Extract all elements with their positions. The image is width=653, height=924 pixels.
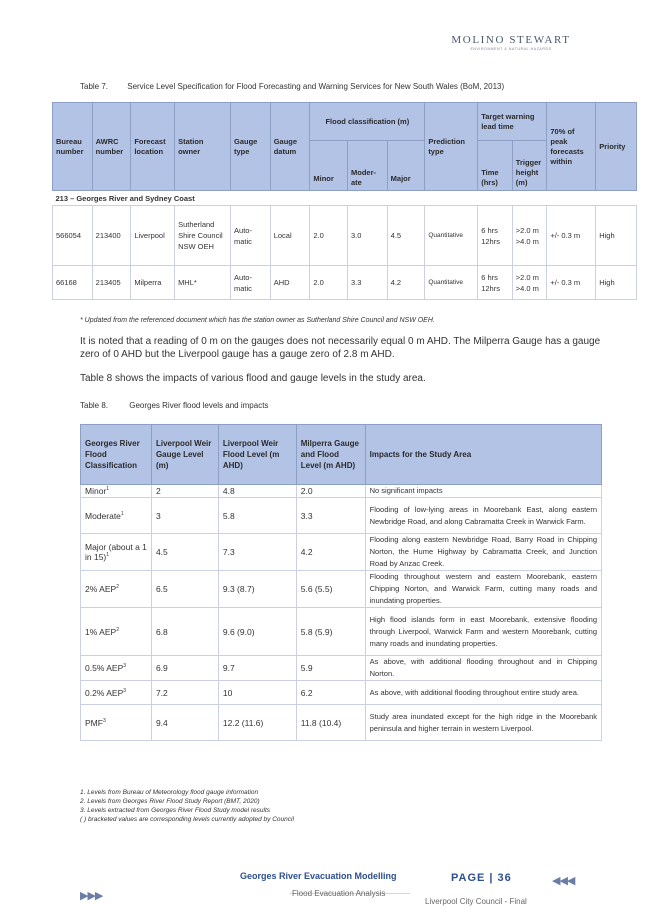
arrow-left-icon: ◀◀◀ [552, 875, 575, 887]
table-row [81, 571, 602, 608]
header-major: Major [387, 141, 425, 191]
trigger-long: >4.0 m [515, 283, 539, 293]
table7-caption [80, 82, 504, 91]
table-row [81, 534, 602, 571]
header-peak-forecasts: 70% of peak forecasts within [547, 103, 596, 191]
cell-classification [81, 485, 152, 498]
classification-label: 2% AEP [85, 584, 117, 594]
table-row [81, 705, 602, 741]
cell-bureau: 566054 [53, 206, 93, 266]
note-item: ( ) bracketed values are corresponding levels currently adopted by Council [80, 816, 294, 823]
cell-datum: Local [270, 206, 310, 266]
arrow-right-icon: ▶▶▶ [80, 890, 103, 902]
table8-caption-text: Georges River flood levels and impacts [129, 401, 269, 410]
cell-time [478, 206, 513, 266]
cell-owner: Sutherland Shire Council NSW OEH [175, 206, 231, 266]
cell-major: 4.2 [387, 266, 425, 300]
cell-bureau: 66168 [53, 266, 93, 300]
cell-type: Auto-matic [231, 206, 271, 266]
cell-priority: High [596, 206, 637, 266]
cell-moderate: 3.0 [348, 206, 388, 266]
time-long: 12hrs [481, 283, 500, 293]
cell-milperra: 5.9 [296, 656, 365, 681]
body-paragraph: It is noted that a reading of 0 m on the gauges does not necessarily equal 0 m AHD. The Milperra Gauge has a gauge zero of 0 AHD but the Liverpool gauge has a gauge zero of 2.8 m AHD. [80, 336, 601, 360]
cell-milperra: 4.2 [296, 534, 365, 571]
header-trigger-height: Trigger height (m) [512, 141, 547, 191]
cell-datum: AHD [270, 266, 310, 300]
header-awrc: AWRC number [92, 103, 131, 191]
footnote-ref: 3 [102, 717, 106, 724]
cell-gauge-level: 6.9 [151, 656, 218, 681]
cell-prediction: Quantitative [425, 206, 478, 266]
table-row [53, 206, 637, 266]
cell-classification [81, 498, 152, 534]
cell-impact: Flooding of low-lying areas in Moorebank East, along eastern Newbridge Road, and along Cabramatta Creek in Warwick Farm. [365, 498, 601, 534]
classification-label: 0.2% AEP [85, 687, 124, 698]
cell-flood-level: 5.8 [218, 498, 296, 534]
cell-peak: +/- 0.3 m [547, 206, 596, 266]
cell-moderate: 3.3 [348, 266, 388, 300]
trigger-short: >2.0 m [515, 225, 539, 235]
cell-location: Liverpool [131, 206, 175, 266]
cell-impact: Flooding along eastern Newbridge Road, Barry Road in Chipping Norton, the Hume Highway by Cabramatta Creek, and Junction Road by Anzac Creek. [365, 534, 601, 571]
header-priority: Priority [596, 103, 637, 191]
cell-awrc: 213405 [92, 266, 131, 300]
cell-gauge-level: 9.4 [151, 705, 218, 741]
time-long: 12hrs [481, 236, 500, 246]
cell-trigger [512, 206, 547, 266]
classification-label: Major (about a 1 in 15) [85, 542, 147, 562]
cell-impact: Study area inundated except for the high ridge in the Moorebank peninsula and higher terrain in western Liverpool. [365, 705, 601, 741]
header-moderate: Moder-ate [348, 141, 388, 191]
trigger-short: >2.0 m [515, 272, 539, 282]
cell-impact: Flooding throughout western and eastern Moorebank, eastern Chipping Norton, and Warwick Farm, cutting many roads and inundating properties. [365, 571, 601, 608]
table-row [81, 656, 602, 681]
table-row [81, 681, 602, 705]
cell-type: Auto-matic [231, 266, 271, 300]
cell-milperra: 11.8 (10.4) [296, 705, 365, 741]
footnote-ref: 3 [123, 687, 127, 694]
cell-flood-level: 4.8 [218, 485, 296, 498]
table8-caption-number: Table 8. [80, 401, 109, 410]
footnote-ref: 3 [123, 663, 127, 670]
time-short: 6 hrs [481, 272, 498, 282]
cell-flood-level: 9.6 (9.0) [218, 608, 296, 656]
table-row [81, 485, 602, 498]
flood-levels-body [81, 485, 602, 741]
header-time: Time (hrs) [478, 141, 513, 191]
classification-label: 1% AEP [85, 626, 117, 637]
note-item: 2. Levels from Georges River Flood Study Report (BMT, 2020) [80, 798, 260, 805]
classification-label: Minor [85, 486, 107, 496]
cell-time [478, 266, 513, 300]
table7-caption-number: Table 7. [80, 82, 109, 91]
cell-flood-level: 12.2 (11.6) [218, 705, 296, 741]
header-flood-level: Liverpool Weir Flood Level (m AHD) [218, 425, 296, 485]
header-gauge-level: Liverpool Weir Gauge Level (m) [151, 425, 218, 485]
cell-gauge-level: 4.5 [151, 534, 218, 571]
cell-milperra: 5.8 (5.9) [296, 608, 365, 656]
body-paragraph: Table 8 shows the impacts of various flood and gauge levels in the study area. [80, 373, 426, 384]
trigger-long: >4.0 m [515, 236, 539, 246]
cell-classification [81, 534, 152, 571]
classification-label: 0.5% AEP [85, 663, 124, 673]
table-row [53, 266, 637, 300]
table-row [81, 498, 602, 534]
note-item: 1. Levels from Bureau of Meteorology flood gauge information [80, 789, 259, 796]
section-row: 213 – Georges River and Sydney Coast [53, 191, 637, 206]
cell-minor: 2.0 [310, 266, 348, 300]
note-item: 3. Levels extracted from Georges River Flood Study model results [80, 807, 271, 814]
company-logo [446, 34, 576, 51]
header-prediction-type: Prediction type [425, 103, 478, 191]
header-gauge-datum: Gauge datum [270, 103, 310, 191]
cell-flood-level: 10 [218, 681, 296, 705]
service-level-table [52, 102, 637, 300]
cell-classification [81, 571, 152, 608]
cell-flood-level: 9.3 (8.7) [218, 571, 296, 608]
cell-milperra: 6.2 [296, 681, 365, 705]
cell-gauge-level: 7.2 [151, 681, 218, 705]
logo-tagline: ENVIRONMENT & NATURAL HAZARDS [470, 47, 552, 51]
table8-notes [80, 788, 294, 824]
header-bureau: Bureau number [53, 103, 93, 191]
cell-impact: No significant impacts [365, 485, 601, 498]
cell-peak: +/- 0.3 m [547, 266, 596, 300]
footer-client: Liverpool City Council - Final [425, 897, 527, 906]
classification-label: Moderate [85, 510, 121, 521]
cell-owner: MHL* [175, 266, 231, 300]
header-minor: Minor [310, 141, 348, 191]
footnote-ref: 1 [120, 510, 124, 517]
table-row [81, 608, 602, 656]
footnote-ref: 2 [116, 584, 119, 591]
footnote-ref: 1 [106, 486, 110, 493]
header-forecast-location: Forecast location [131, 103, 175, 191]
cell-classification [81, 608, 152, 656]
footnote-ref: 1 [106, 552, 110, 559]
cell-gauge-level: 2 [151, 485, 218, 498]
cell-minor: 2.0 [310, 206, 348, 266]
table7-footnote: * Updated from the referenced document which has the station owner as Sutherland Shire Council and NSW OEH. [80, 317, 435, 324]
header-impacts: Impacts for the Study Area [365, 425, 601, 485]
footer-subtitle: Flood Evacuation Analysis [292, 889, 386, 898]
time-short: 6 hrs [481, 225, 498, 235]
cell-gauge-level: 3 [151, 498, 218, 534]
cell-milperra: 3.3 [296, 498, 365, 534]
footnote-ref: 2 [116, 626, 119, 633]
classification-label: PMF [85, 717, 103, 728]
cell-major: 4.5 [387, 206, 425, 266]
header-classification: Georges River Flood Classification [81, 425, 152, 485]
cell-milperra: 2.0 [296, 485, 365, 498]
cell-trigger [512, 266, 547, 300]
table7-caption-text: Service Level Specification for Flood Forecasting and Warning Services for New South Wales (BoM, 2013) [127, 82, 505, 91]
cell-impact: As above, with additional flooding throughout and in Chipping Norton. [365, 656, 601, 681]
cell-classification [81, 656, 152, 681]
page-number: PAGE | 36 [451, 872, 512, 884]
cell-flood-level: 7.3 [218, 534, 296, 571]
header-flood-classification: Flood classification (m) [310, 103, 425, 141]
header-gauge-type: Gauge type [231, 103, 271, 191]
logo-text: MOLINO STEWART [451, 34, 571, 46]
header-target-lead-time: Target warning lead time [478, 103, 547, 141]
cell-impact: High flood islands form in east Moorebank, extensive flooding through Liverpool, Warwick Farm and western Moorebank, cutting many roads and inundating properties. [365, 608, 601, 656]
flood-levels-table [80, 424, 602, 741]
footer-title: Georges River Evacuation Modelling [240, 871, 397, 881]
cell-awrc: 213400 [92, 206, 131, 266]
header-milperra: Milperra Gauge and Flood Level (m AHD) [296, 425, 365, 485]
cell-gauge-level: 6.8 [151, 608, 218, 656]
cell-prediction: Quantitative [425, 266, 478, 300]
cell-gauge-level: 6.5 [151, 571, 218, 608]
cell-classification [81, 705, 152, 741]
table8-caption [80, 401, 268, 410]
cell-location: Milperra [131, 266, 175, 300]
cell-flood-level: 9.7 [218, 656, 296, 681]
cell-impact: As above, with additional flooding throughout entire study area. [365, 681, 601, 705]
cell-priority: High [596, 266, 637, 300]
cell-classification [81, 681, 152, 705]
cell-milperra: 5.6 (5.5) [296, 571, 365, 608]
header-station-owner: Station owner [175, 103, 231, 191]
